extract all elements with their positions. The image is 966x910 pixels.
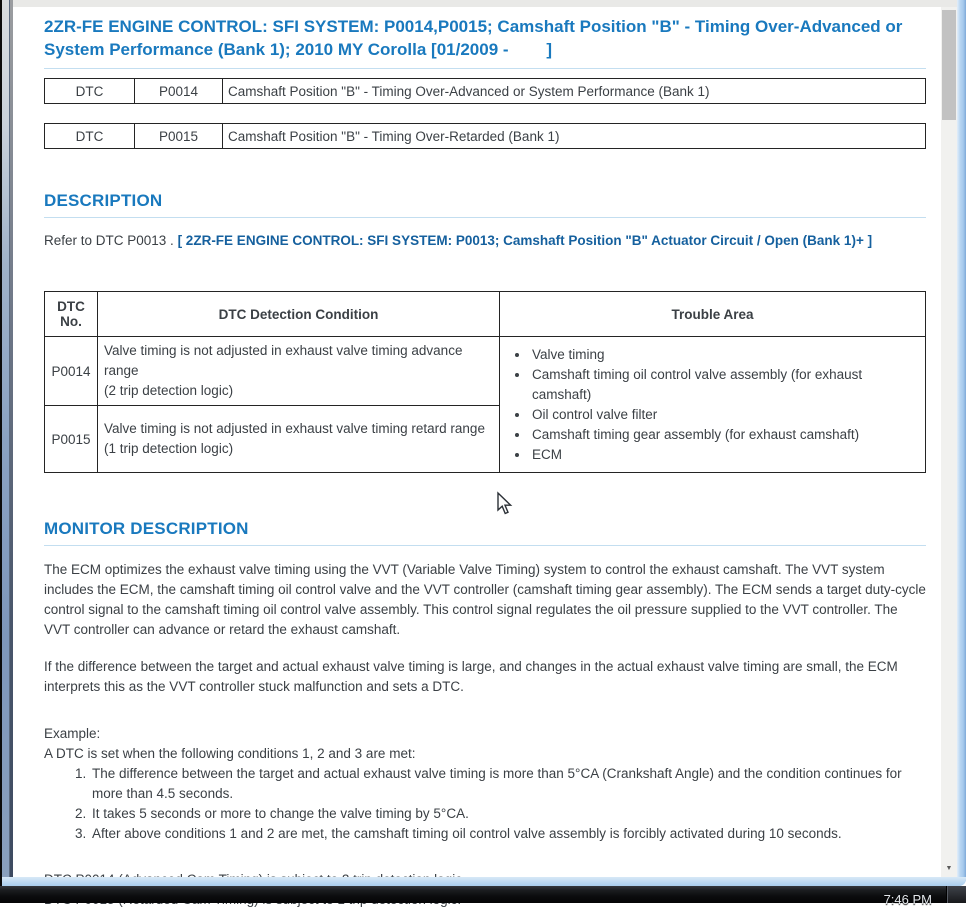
- dtc-code-cell: P0015: [135, 124, 223, 149]
- list-item: • Camshaft timing oil control valve assembly (for exhaust camshaft): [530, 365, 919, 405]
- dtc-code-cell: P0015: [45, 406, 98, 473]
- refer-text: Refer to DTC P0013 .: [44, 233, 178, 248]
- list-item: 2. It takes 5 seconds or more to change the valve timing by 5°CA.: [90, 804, 926, 824]
- monitor-paragraph-1: The ECM optimizes the exhaust valve timing using the VVT (Variable Valve Timing) system to control the exhaust camshaft. The VVT system includes the ECM, the camshaft timing oil control valve and the VVT controller (camshaft timing gear assembly). The ECM sends a target duty-cycle control signal to the camshaft timing oil control valve assembly. This control signal regulates the oil pressure supplied to the VVT controller. The VVT controller can advance or retard the exhaust camshaft.: [44, 562, 926, 637]
- document-viewport: [13, 7, 941, 878]
- window-bottom-border: [2, 877, 966, 886]
- show-desktop-button[interactable]: [946, 886, 966, 903]
- list-item: • Valve timing: [530, 345, 919, 365]
- description-paragraph: [44, 231, 926, 251]
- dtc-summary-table-p0014: [44, 78, 926, 104]
- window-top-strip: [13, 0, 957, 7]
- condition-text: Valve timing is not adjusted in exhaust valve timing advance range: [104, 343, 463, 378]
- window-right-border: [957, 0, 966, 886]
- dtc-description-cell: Camshaft Position "B" - Timing Over-Advanced or System Performance (Bank 1): [223, 79, 926, 104]
- trouble-area-cell: [500, 337, 926, 473]
- monitor-paragraph-2: If the difference between the target and actual exhaust valve timing is large, and changes in the actual exhaust valve timing are small, the ECM interprets this as the VVT controller stuck malfunction and sets a DTC.: [44, 659, 898, 694]
- dtc-label-cell: DTC: [45, 79, 135, 104]
- column-header-trouble-area: Trouble Area: [500, 292, 926, 337]
- column-header-dtc-no: DTC No.: [45, 292, 98, 337]
- list-item: • Oil control valve filter: [530, 405, 919, 425]
- scroll-down-icon[interactable]: ▼: [945, 864, 953, 872]
- example-intro: A DTC is set when the following conditions 1, 2 and 3 are met:: [44, 746, 416, 761]
- table-row: [45, 79, 926, 104]
- window-left-border: [10, 0, 13, 886]
- scrollbar-thumb[interactable]: [942, 10, 956, 120]
- taskbar-clock[interactable]: 7:46 PM: [883, 892, 932, 907]
- condition-trip-logic: (1 trip detection logic): [104, 441, 234, 456]
- dtc-code-cell: P0014: [45, 337, 98, 406]
- dtc-label-cell: DTC: [45, 124, 135, 149]
- document-content: [44, 15, 926, 910]
- condition-trip-logic: (2 trip detection logic): [104, 383, 234, 398]
- detection-condition-cell: [98, 406, 500, 473]
- background-window-border: [2, 0, 10, 886]
- example-label: Example:: [44, 726, 101, 741]
- dtc-description-cell: Camshaft Position "B" - Timing Over-Retarded (Bank 1): [223, 124, 926, 149]
- column-header-detection-condition: DTC Detection Condition: [98, 292, 500, 337]
- section-heading-description: DESCRIPTION: [44, 191, 926, 218]
- table-row: [45, 337, 926, 406]
- condition-text: Valve timing is not adjusted in exhaust valve timing retard range: [104, 421, 485, 436]
- dtc-summary-table-p0015: [44, 123, 926, 149]
- list-item: 1. The difference between the target and actual exhaust valve timing is more than 5°CA (Crankshaft Angle) and the condition continues for more than 4.5 seconds.: [90, 764, 926, 804]
- taskbar: [0, 886, 966, 907]
- table-header-row: [45, 292, 926, 337]
- dtc-detection-table: [44, 291, 926, 473]
- detection-condition-cell: [98, 337, 500, 406]
- page-title: 2ZR-FE ENGINE CONTROL: SFI SYSTEM: P0014,P0015; Camshaft Position "B" - Timing Over-Advanced or System Performance (Bank 1); 2010 MY Corolla [01/2009 - ]: [44, 15, 926, 69]
- dtc-code-cell: P0014: [135, 79, 223, 104]
- list-item: 3. After above conditions 1 and 2 are met, the camshaft timing oil control valve assembly is forcibly activated during 10 seconds.: [90, 824, 926, 844]
- list-item: • Camshaft timing gear assembly (for exhaust camshaft): [530, 425, 919, 445]
- condition-list: [90, 764, 926, 844]
- section-heading-monitor-description: MONITOR DESCRIPTION: [44, 519, 926, 546]
- vertical-scrollbar[interactable]: [941, 7, 957, 877]
- table-row: [45, 124, 926, 149]
- list-item: • ECM: [530, 445, 919, 465]
- trouble-area-list: [530, 345, 919, 465]
- dtc-p0013-link[interactable]: [ 2ZR-FE ENGINE CONTROL: SFI SYSTEM: P0013; Camshaft Position "B" Actuator Circuit / Open (Bank 1)+ ]: [177, 233, 873, 248]
